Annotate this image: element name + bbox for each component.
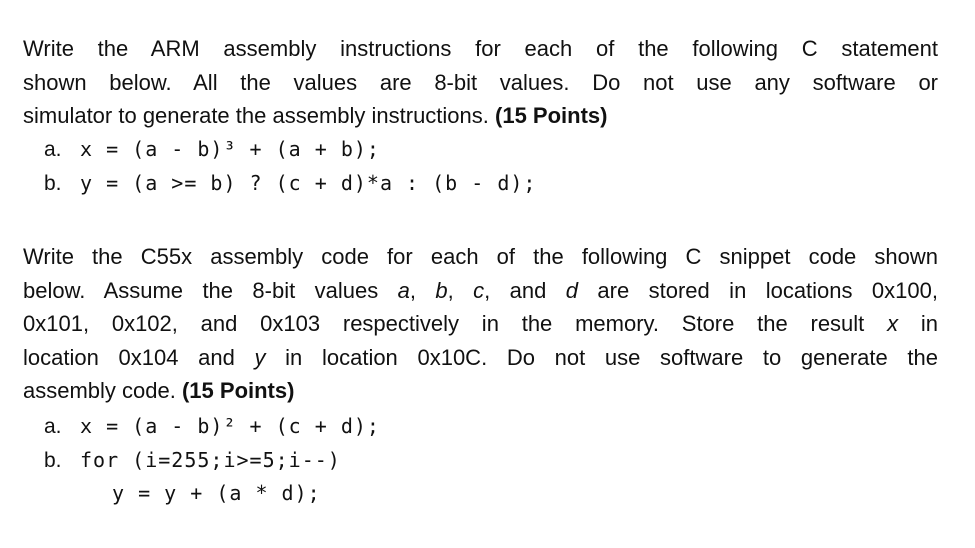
question2-line-3 [23, 307, 938, 341]
code-statement: y = y + (a * d); [112, 481, 321, 505]
question1-code-list [44, 133, 536, 200]
text-run: location 0x104 and [23, 344, 255, 370]
text-run: in location 0x10C. Do not use software to generate the [265, 344, 938, 370]
question2-line-5 [23, 374, 938, 408]
question2-points: (15 Points) [181, 378, 295, 403]
question1-line-3-text: simulator to generate the assembly instructions. [23, 103, 489, 128]
variable-a: a [397, 277, 410, 303]
question2-line-1: Write the C55x assembly code for each of the following C snippet code shown [23, 244, 938, 269]
question2-line-2 [23, 274, 938, 308]
question2-item-b [44, 444, 380, 478]
item-marker: a. [44, 415, 62, 438]
question1-points: (15 Points) [495, 103, 608, 128]
question1-line-1: Write the ARM assembly instructions for each of the following C statement [23, 36, 938, 61]
item-marker: b. [44, 171, 62, 195]
text-run: , [409, 277, 436, 303]
question1-line-2: shown below. All the values are 8-bit values. Do not use any software or [23, 69, 938, 95]
question2-item-a [44, 410, 380, 444]
code-statement: x = (a - b)² + (c + d); [80, 414, 380, 438]
question1-paragraph [23, 32, 938, 133]
question2-paragraph [23, 240, 938, 408]
text-run: in [898, 311, 938, 336]
variable-d: d [565, 277, 579, 303]
question2-line-4 [23, 341, 938, 375]
code-statement: y = (a >= b) ? (c + d)*a : (b - d); [80, 170, 537, 195]
item-marker: b. [44, 448, 62, 472]
text-run: below. Assume the 8-bit values [23, 277, 398, 303]
question2-line-5-text: assembly code. [23, 378, 176, 403]
variable-x: x [887, 311, 899, 336]
text-run: , [447, 277, 474, 303]
code-statement: x = (a - b)³ + (a + b); [80, 137, 380, 161]
question1-item-a [44, 133, 536, 167]
question2-code-list [44, 410, 380, 511]
code-statement: for (i=255;i>=5;i--) [80, 447, 341, 472]
text-run: , and [484, 277, 566, 303]
item-marker: a. [44, 138, 62, 161]
text-run: are stored in locations 0x100, [578, 277, 938, 303]
variable-y: y [254, 344, 266, 370]
variable-c: c [473, 277, 485, 303]
question2-loop-body [44, 477, 380, 511]
question1-line-3 [23, 99, 938, 133]
question1-item-b [44, 167, 536, 201]
text-run: 0x101, 0x102, and 0x103 respectively in the memory. Store the result [23, 311, 888, 336]
variable-b: b [435, 277, 448, 303]
